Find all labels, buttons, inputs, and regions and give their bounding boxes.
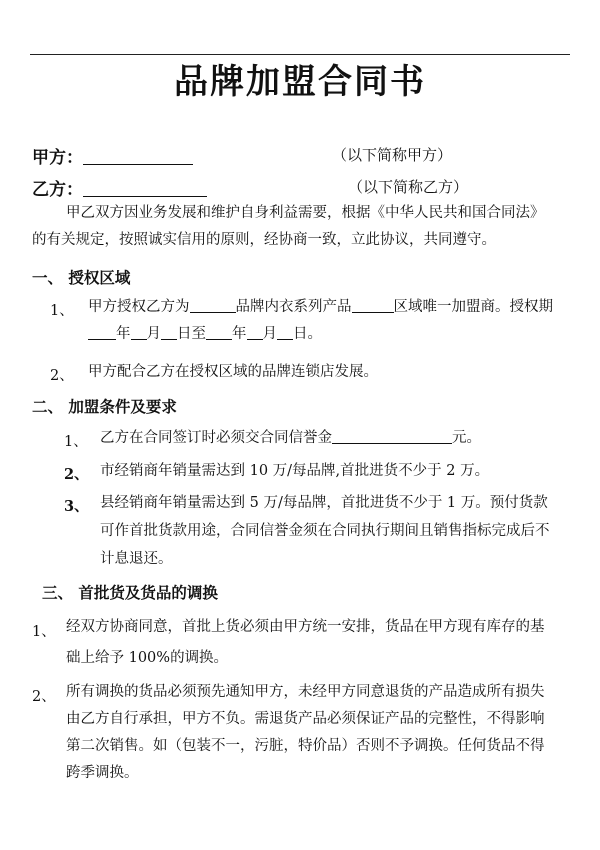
s1-item1-num: 1、 — [50, 303, 74, 319]
start-year-blank[interactable] — [88, 325, 116, 340]
party-b-note: （以下简称乙方） — [348, 178, 469, 196]
s1-item1-line1: 甲方授权乙方为 品牌内衣系列产品 区域唯一加盟商。授权期 — [88, 299, 553, 315]
end-month-blank[interactable] — [247, 325, 263, 340]
end-year-blank[interactable] — [206, 325, 232, 340]
start-day-blank[interactable] — [161, 325, 177, 340]
region-blank[interactable] — [352, 298, 394, 313]
s2-item3-line2: 可作首批货款用途，合同信誉金须在合同执行期间且销售指标完成后不 — [100, 523, 550, 539]
brand-blank[interactable] — [190, 298, 236, 313]
party-a-line — [32, 143, 193, 168]
intro-line-2: 的有关规定，按照诚实信用的原则，经协商一致，立此协议，共同遵守。 — [32, 232, 496, 248]
s1-item1-line2: 年 月 日至 年 月 日。 — [88, 321, 322, 348]
s2-item2-num: 2、 — [64, 466, 89, 483]
party-a-blank[interactable] — [83, 148, 193, 165]
section-1-title: 一、 授权区域 — [32, 269, 131, 287]
party-a-label: 甲方： — [32, 148, 83, 168]
section-2-title: 二、 加盟条件及要求 — [32, 398, 177, 416]
s3-item2-line3: 第二次销售。如（包装不一，污脏，特价品）否则不予调换。任何货品不得 — [66, 738, 545, 754]
s2-item1-num: 1、 — [64, 434, 88, 450]
s3-item2-line4: 跨季调换。 — [66, 765, 139, 781]
s3-item2-num: 2、 — [32, 689, 56, 705]
header-rule — [30, 54, 570, 55]
intro-line-1: 甲乙双方因业务发展和维护自身利益需要，根据《中华人民共和国合同法》 — [66, 205, 545, 221]
party-b-blank[interactable] — [83, 180, 207, 197]
s2-item3-num: 3、 — [64, 498, 89, 515]
party-a-note: （以下简称甲方） — [332, 146, 453, 164]
s2-item3-line1: 县经销商年销量需达到 5 万/每品牌，首批进货不少于 1 万。预付货款 — [100, 495, 548, 511]
party-b-line — [32, 175, 207, 200]
s3-item1-line1: 经双方协商同意，首批上货必须由甲方统一安排，货品在甲方现有库存的基 — [66, 619, 545, 635]
end-day-blank[interactable] — [277, 325, 293, 340]
s1-item2-num: 2、 — [50, 368, 74, 384]
s3-item2-line1: 所有调换的货品必须预先通知甲方，未经甲方同意退货的产品造成所有损失 — [66, 684, 545, 700]
s3-item1-line2: 础上给予 100%的调换。 — [66, 650, 229, 666]
deposit-blank[interactable] — [332, 429, 452, 444]
party-b-label: 乙方： — [32, 180, 83, 200]
s2-item2-text: 市经销商年销量需达到 10 万/每品牌,首批进货不少于 2 万。 — [100, 463, 490, 479]
section-3-title: 三、 首批货及货品的调换 — [42, 584, 218, 602]
s2-item3-line3: 计息退还。 — [100, 551, 173, 567]
s2-item1-text: 乙方在合同签订时必须交合同信誉金 元。 — [100, 430, 481, 446]
start-month-blank[interactable] — [131, 325, 147, 340]
s1-item2-text: 甲方配合乙方在授权区域的品牌连锁店发展。 — [88, 364, 378, 380]
s3-item2-line2: 由乙方自行承担，甲方不负。需退货产品必须保证产品的完整性，不得影响 — [66, 711, 545, 727]
page-title: 品牌加盟合同书 — [174, 62, 426, 102]
s3-item1-num: 1、 — [32, 624, 56, 640]
